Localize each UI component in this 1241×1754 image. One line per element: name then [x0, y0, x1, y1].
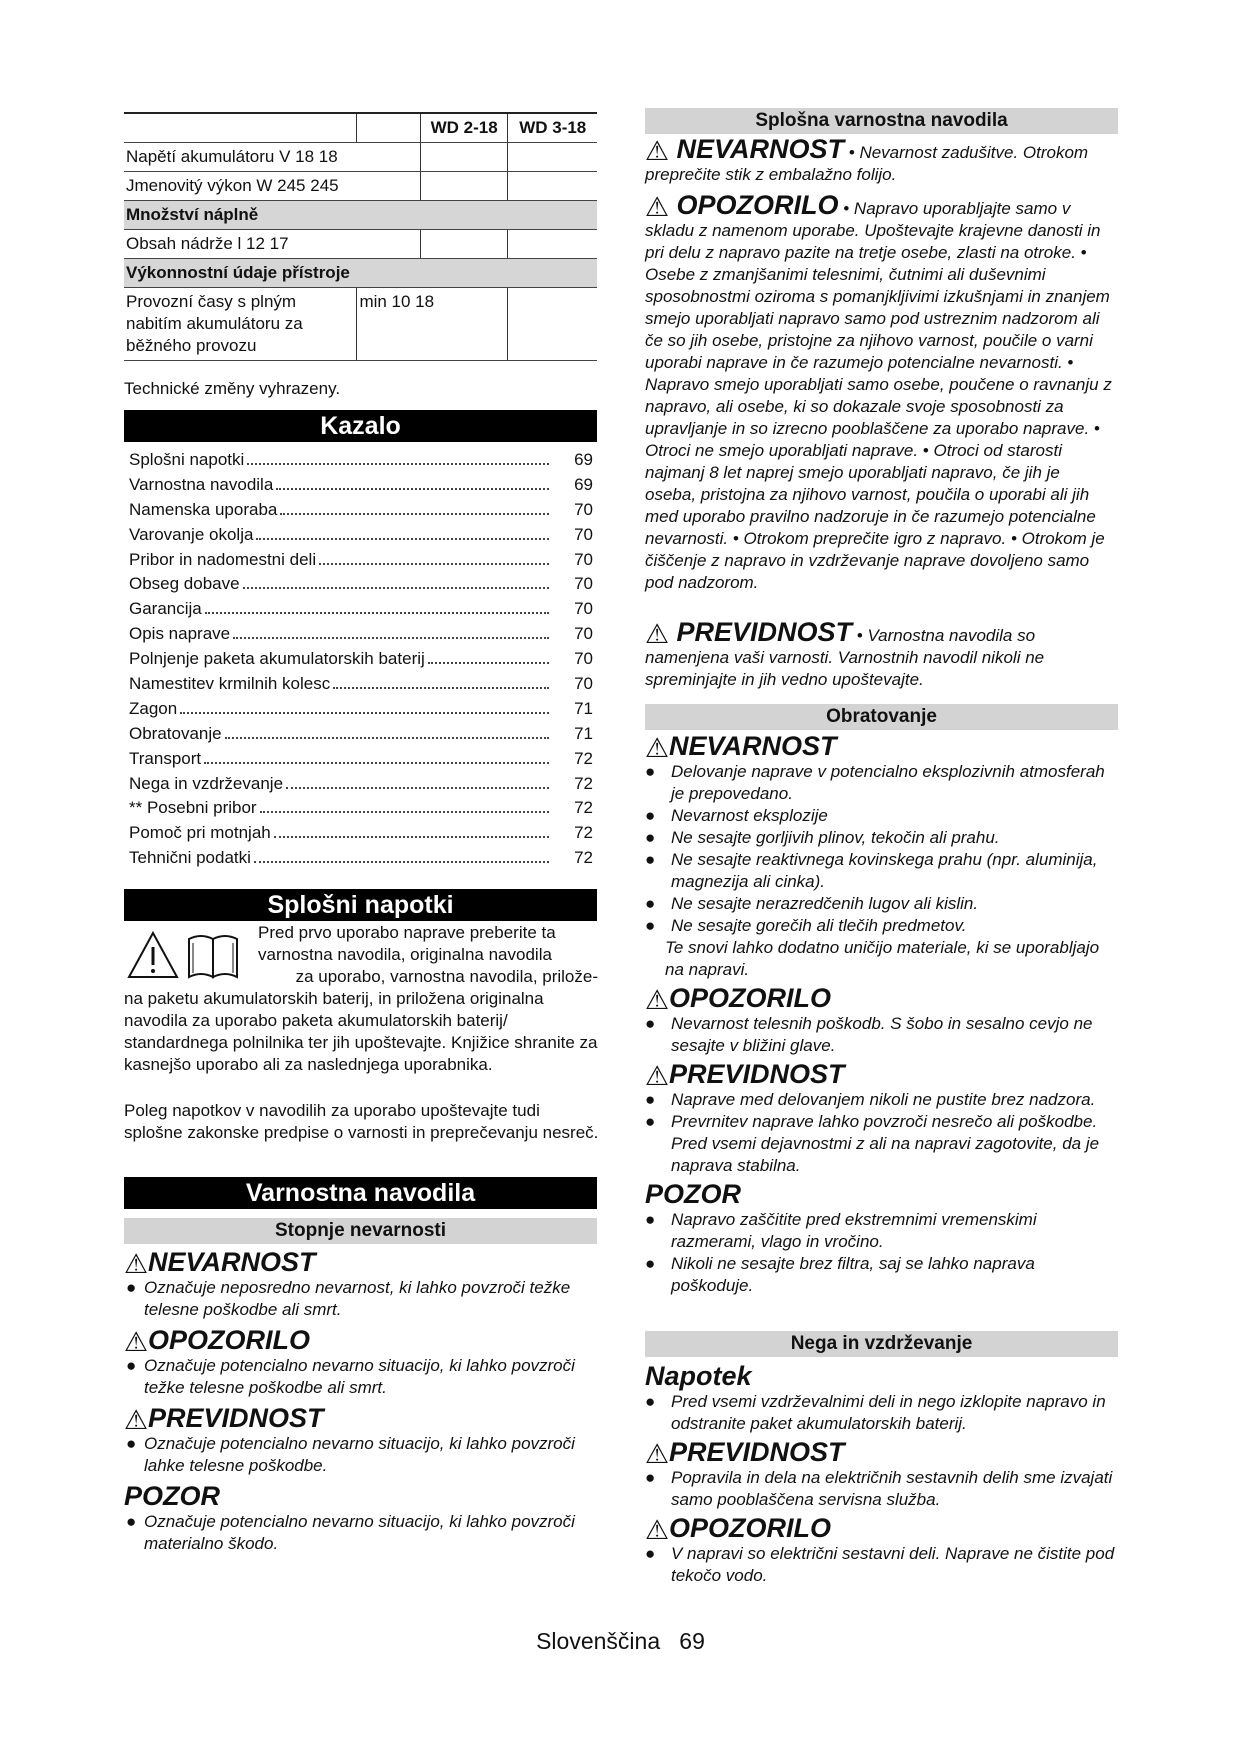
spec-row-label: Jmenovitý výkon W 245 245 [124, 172, 420, 201]
warning-triangle-icon: ⚠ [645, 985, 670, 1015]
toc-item-title: Transport [129, 748, 202, 768]
danger-block: ⚠ NEVARNOST • Nevarnost zadušitve. Otrokom preprečite stik z embalažno folijo. [645, 134, 1089, 184]
op-danger-note: Te snovi lahko dodatno uničijo materiale, ki se uporabljajo na napravi. [665, 938, 1100, 979]
bullet-item: ● Napravo zaščitite pred ekstremnimi vremenskimi razmerami, vlago in vročino. [645, 1210, 1037, 1251]
warning-triangle-icon: ⚠ [124, 1405, 149, 1435]
care-note-heading: Napotek [645, 1361, 752, 1391]
toc-item [129, 821, 599, 846]
toc-leader [274, 836, 549, 838]
bullet-item: ● Ne sesajte reaktivnega kovinskega prahu (npr. aluminija, magnezija ali cinka). [645, 850, 1098, 891]
toc-leader [205, 612, 549, 614]
toc-leader [333, 687, 549, 689]
toc-item [129, 448, 599, 473]
toc-item-title: Pomoč pri motnjah [129, 823, 271, 843]
level-heading: ⚠NEVARNOST [124, 1247, 316, 1279]
spec-row-unit: min 10 18 [357, 288, 508, 361]
bullet-item: ● Naprave med delovanjem nikoli ne pustite brez nadzora. [645, 1090, 1096, 1109]
toc-leader [286, 787, 549, 789]
level-text: ● Označuje potencialno nevarno situacijo, ki lahko povzroči lahke telesne poškodbe. [126, 1434, 575, 1475]
toc-item-page: 71 [574, 723, 593, 743]
warning-triangle-icon: ⚠ [645, 1061, 670, 1091]
toc-item-page: 71 [574, 698, 593, 718]
spec-table [124, 112, 597, 361]
general-intro: Pred prvo uporabo naprave preberite ta varnostna navodila, originalna navodila za uporabo, varnostna navodila, prilože- [258, 923, 598, 986]
bullet-item: ● Popravila in dela na električnih sestavnih delih sme izvajati samo pooblaščena servisna služba. [645, 1468, 1113, 1509]
level-text: ● Označuje potencialno nevarno situacijo, ki lahko povzroči težke telesne poškodbe ali smrt. [126, 1356, 575, 1397]
level-text: ● Označuje potencialno nevarno situacijo, ki lahko povzroči materialno škodo. [126, 1512, 575, 1553]
spec-group-label: Výkonnostní údaje přístroje [124, 259, 597, 288]
spec-header-wd218: WD 2-18 [420, 113, 508, 143]
bullet-item: ● Ne sesajte gorljivih plinov, tekočin ali prahu. [645, 828, 1000, 847]
toc-item-title: Obratovanje [129, 723, 222, 743]
op-warn-heading: ⚠OPOZORILO [645, 983, 831, 1015]
toc-item-page: 72 [574, 748, 593, 768]
toc-leader [233, 637, 549, 639]
bullet-item: ● Pred vsemi vzdrževalnimi deli in nego izklopite napravo in odstranite paket akumulatorskih baterij. [645, 1392, 1106, 1433]
op-attention-heading: POZOR [645, 1179, 742, 1209]
spec-group-label: Množství náplně [124, 201, 597, 230]
toc-leader [225, 737, 549, 739]
warning-triangle-icon: ⚠ [645, 1439, 670, 1469]
toc-item-page: 69 [574, 474, 593, 494]
toc-item [129, 846, 599, 871]
spec-header-empty [124, 113, 357, 143]
toc-list [129, 448, 599, 871]
toc-item [129, 796, 599, 821]
toc-leader [204, 762, 549, 764]
bullet-item: ● Delovanje naprave v potencialno eksplozivnih atmosferah je prepovedano. [645, 762, 1105, 803]
toc-item-title: Namenska uporaba [129, 499, 278, 519]
toc-item-title: Nega in vzdrževanje [129, 773, 284, 793]
spec-header-wd318: WD 3-18 [508, 113, 597, 143]
bullet-item: ● V napravi so električni sestavni deli. Naprave ne čistite pod tekočo vodo. [645, 1544, 1115, 1585]
toc-item-page: 70 [574, 599, 593, 619]
toc-item-title: Polnjenje paketa akumulatorskih baterij [129, 649, 425, 669]
toc-item [129, 572, 599, 597]
toc-leader [280, 513, 549, 515]
toc-leader [180, 712, 549, 714]
warning-book-icon [127, 929, 249, 981]
toc-item-title: Pribor in nadomestni deli [129, 549, 317, 569]
bullet-item: ● Ne sesajte gorečih ali tlečih predmetov. [645, 916, 967, 935]
care-caution-heading: ⚠PREVIDNOST [645, 1437, 845, 1469]
toc-item-page: 72 [574, 773, 593, 793]
toc-item [129, 473, 599, 498]
general-text-1: na paketu akumulatorskih baterij, in priložena originalna navodila za uporabo paketa akumulatorskih baterij/ standardnega polnilnika ter jih upoštevajte. Knjižice shranite za kasnejšo uporabo ali za naslednjega uporabnika. [124, 989, 598, 1074]
toc-item [129, 498, 599, 523]
spec-header-unit [357, 113, 420, 143]
toc-leader [260, 811, 549, 813]
warning-triangle-icon: ⚠ [645, 619, 670, 649]
bullet-item: ● Nevarnost telesnih poškodb. S šobo in sesalno cevjo ne sesajte v bližini glave. [645, 1014, 1093, 1055]
warning-triangle-icon: ⚠ [124, 1327, 149, 1357]
tech-changes-note: Technické změny vyhrazeny. [124, 379, 341, 398]
toc-leader [247, 463, 549, 465]
toc-item-page: 72 [574, 848, 593, 868]
warning-triangle-icon: ⚠ [124, 1249, 149, 1279]
page-footer [0, 1628, 1241, 1655]
operation-section [645, 731, 1130, 1297]
warning-triangle-icon: ⚠ [645, 733, 670, 763]
toc-item-page: 70 [574, 574, 593, 594]
toc-item [129, 622, 599, 647]
care-title: Nega in vzdrževanje [645, 1331, 1118, 1357]
toc-item-page: 69 [574, 450, 593, 469]
operation-title: Obratovanje [645, 704, 1118, 730]
safety-title: Varnostna navodila [124, 1177, 597, 1209]
toc-item-page: 70 [574, 499, 593, 519]
general-title: Splošni napotki [124, 889, 597, 921]
toc-leader [243, 587, 549, 589]
toc-leader [428, 662, 549, 664]
toc-item-page: 70 [574, 674, 593, 694]
warning-triangle-icon: ⚠ [645, 192, 670, 222]
toc-item [129, 747, 599, 772]
toc-item-title: Namestitev krmilnih kolesc [129, 674, 331, 694]
general-text-2: Poleg napotkov v navodilih za uporabo upoštevajte tudi splošne zakonske predpise o varnosti in preprečevanju nesreč. [124, 1101, 599, 1142]
toc-item [129, 647, 599, 672]
toc-item [129, 672, 599, 697]
toc-item-page: 70 [574, 524, 593, 544]
toc-item-title: Varovanje okolja [129, 524, 254, 544]
op-danger-heading: ⚠NEVARNOST [645, 731, 837, 763]
spec-row-label: Obsah nádrže l 12 17 [124, 230, 420, 259]
toc-leader [256, 538, 549, 540]
spec-row-label: Provozní časy s plným nabitím akumulátoru za běžného provozu [124, 288, 357, 361]
bullet-item: ● Nevarnost eksplozije [645, 806, 828, 825]
toc-item-title: Splošni napotki [129, 450, 245, 469]
footer-language: Slovenščina [536, 1628, 661, 1654]
toc-leader [276, 488, 549, 490]
toc-item [129, 722, 599, 747]
toc-item-title: Obseg dobave [129, 574, 240, 594]
toc-item-title: Opis naprave [129, 624, 231, 644]
toc-item-page: 72 [574, 798, 593, 818]
level-heading: ⚠PREVIDNOST [124, 1403, 324, 1435]
op-caution-heading: ⚠PREVIDNOST [645, 1059, 845, 1091]
levels-title: Stopnje nevarnosti [124, 1218, 597, 1244]
toc-item-title: Tehnični podatki [129, 848, 251, 868]
toc-item-title: Zagon [129, 698, 178, 718]
footer-page-number: 69 [679, 1628, 705, 1654]
toc-title: Kazalo [124, 410, 597, 442]
warning-triangle-icon: ⚠ [645, 1515, 670, 1545]
caution-block: ⚠ PREVIDNOST • Varnostna navodila so namenjena vaši varnosti. Varnostnih navodil nikoli ne spreminjajte in jih vedno upoštevajte. [645, 617, 1045, 689]
toc-leader [254, 861, 549, 863]
toc-item-page: 70 [574, 549, 593, 569]
toc-item-title: Garancija [129, 599, 202, 619]
care-warn-heading: ⚠OPOZORILO [645, 1513, 831, 1545]
bullet-item: ● Prevrnitev naprave lahko povzroči nesrečo ali poškodbe. Pred vsemi dejavnostmi z ali na napravi zagotovite, da je naprava stabilna. [645, 1112, 1100, 1175]
toc-item-page: 70 [574, 649, 593, 669]
toc-item-title: Varnostna navodila [129, 474, 274, 494]
level-heading: POZOR [124, 1481, 221, 1511]
toc-item-title: ** Posebni pribor [129, 798, 257, 818]
level-text: ● Označuje neposredno nevarnost, ki lahko povzroči težke telesne poškodbe ali smrt. [126, 1278, 571, 1319]
bullet-item: ● Ne sesajte nerazredčenih lugov ali kislin. [645, 894, 979, 913]
toc-item [129, 597, 599, 622]
toc-item [129, 548, 599, 573]
toc-item-page: 70 [574, 624, 593, 644]
general-safety-title: Splošna varnostna navodila [645, 108, 1118, 134]
toc-leader [319, 563, 549, 565]
level-heading: ⚠OPOZORILO [124, 1325, 310, 1357]
hazard-levels [124, 1247, 599, 1555]
toc-item-page: 72 [574, 823, 593, 843]
toc-item [129, 697, 599, 722]
warning-block: ⚠ OPOZORILO • Napravo uporabljajte samo v skladu z namenom uporabe. Upoštevajte krajevne danosti in pri delu z napravo pazite na tretje osebe, zlasti na otroke. • Osebe z zmanjšanimi telesnimi, čutnimi ali duševnimi sposobnostmi oziroma s pomanjkljivimi izkušnjami in znanjem smejo uporabljati napravo samo pod ustreznim nadzorom ali če so jih osebe, pristojne za njihovo varnost, poučile o varni uporabi naprave in če razumejo potencialne nevarnosti. • Napravo smejo uporabljati samo osebe, poučene o ravnanju z napravo, ali osebe, ki so dokazale svoje sposobnosti za upravljanje in so izrecno pooblaščene za uporabo naprave. • Otroci ne smejo uporabljati naprave. • Otroci od starosti najmanj 8 let naprej smejo uporabljati napravo, če jih je oseba, pristojna za njihovo varnost, poučila o uporabi ali jih med uporabo pravilno nadzoruje in če razumejo potencialne nevarnosti. • Otrokom preprečite igro z napravo. • Otrokom je čiščenje z napravo in vzdrževanje naprave dovoljeno samo pod nadzorom. [645, 190, 1112, 592]
toc-item [129, 523, 599, 548]
bullet-item: ● Nikoli ne sesajte brez filtra, saj se lahko naprava poškoduje. [645, 1254, 1035, 1295]
toc-item [129, 772, 599, 797]
spec-row-label: Napětí akumulátoru V 18 18 [124, 143, 420, 172]
care-section [645, 1361, 1130, 1587]
warning-triangle-icon: ⚠ [645, 136, 670, 166]
